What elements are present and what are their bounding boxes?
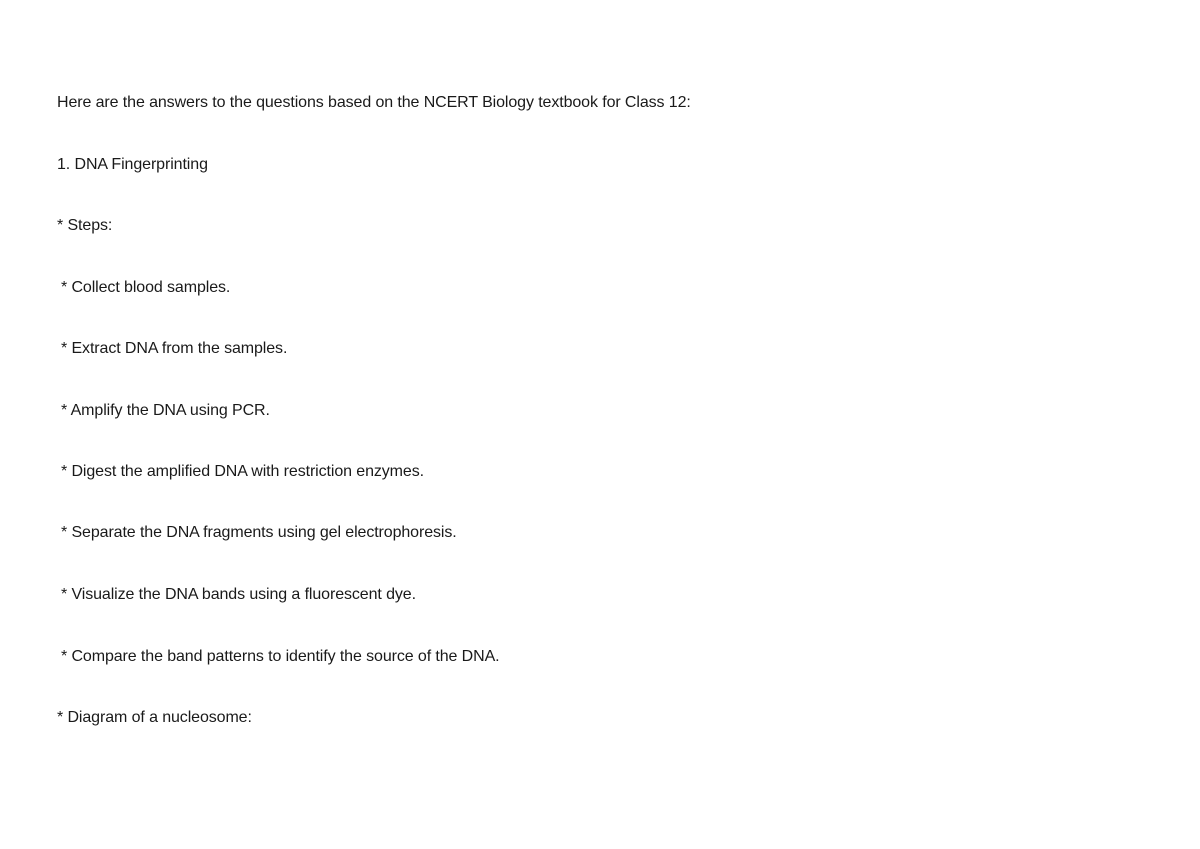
diagram-label: * Diagram of a nucleosome:	[57, 709, 252, 726]
list-item: * Digest the amplified DNA with restriction enzymes.	[61, 463, 424, 480]
section-heading: 1. DNA Fingerprinting	[57, 156, 208, 173]
list-item: * Separate the DNA fragments using gel electrophoresis.	[61, 524, 457, 541]
list-item: * Visualize the DNA bands using a fluorescent dye.	[61, 586, 416, 603]
intro-text: Here are the answers to the questions based on the NCERT Biology textbook for Class 12:	[57, 94, 691, 111]
list-item: * Amplify the DNA using PCR.	[61, 402, 270, 419]
list-item: * Compare the band patterns to identify the source of the DNA.	[61, 648, 500, 665]
list-item: * Extract DNA from the samples.	[61, 340, 288, 357]
list-item: * Collect blood samples.	[61, 279, 231, 296]
steps-label: * Steps:	[57, 217, 113, 234]
